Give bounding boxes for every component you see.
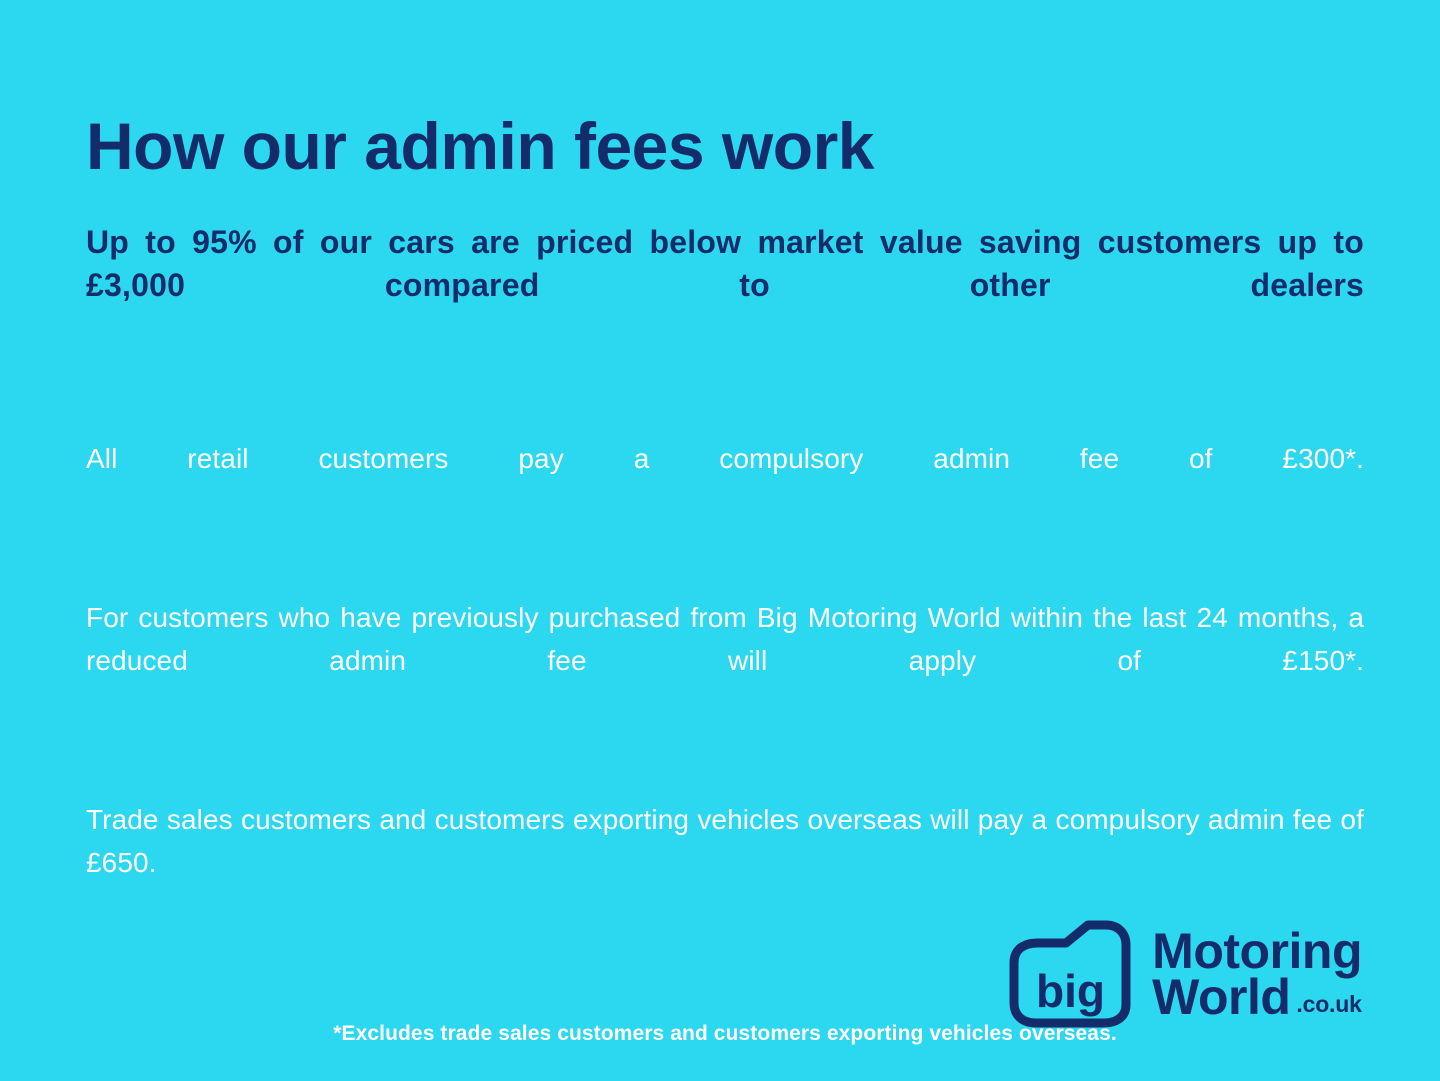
brand-logo [1002, 919, 1362, 1029]
big-car-icon [1002, 919, 1138, 1029]
paragraph-returning-customer-fee: For customers who have previously purchased from Big Motoring World within the last 24 months, a reduced admin fee will apply of £150*. [86, 601, 1364, 677]
paragraph-retail-fee: All retail customers pay a compulsory admin fee of £300*. [86, 442, 1364, 474]
logo-line-motoring: Motoring [1152, 923, 1362, 979]
footnote: *Excludes trade sales customers and customers exporting vehicles overseas. [333, 1021, 1117, 1045]
page-title: How our admin fees work [86, 109, 874, 183]
logo-line-world: World [1152, 969, 1291, 1025]
logo-wordmark [1152, 923, 1362, 1025]
logo-tld: .co.uk [1296, 990, 1362, 1017]
subheading: Up to 95% of our cars are priced below market value saving customers up to £3,000 compared to other dealers [86, 224, 1364, 304]
svg-text:big: big [1036, 965, 1106, 1017]
paragraph-trade-export-fee: Trade sales customers and customers exporting vehicles overseas will pay a compulsory admin fee of £650. [86, 803, 1364, 879]
